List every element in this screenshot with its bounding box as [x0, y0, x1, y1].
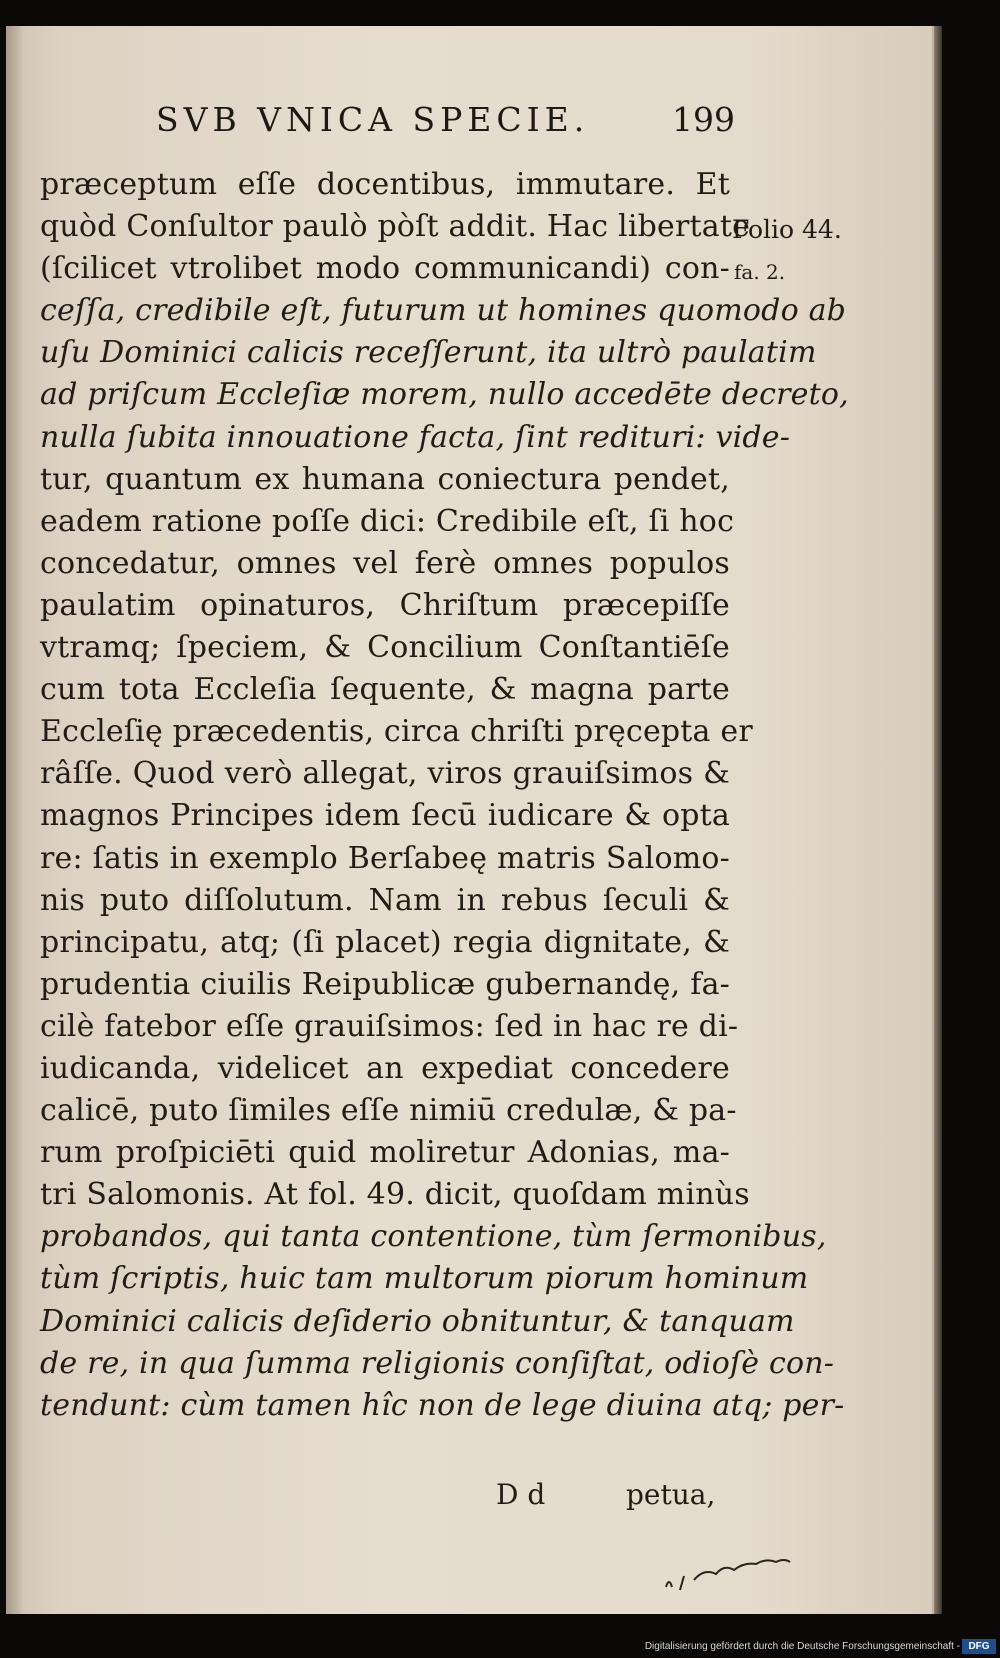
text-line: uſu Dominici calicis receſſerunt, ita ultrò paulatim — [40, 335, 817, 371]
text-line: rum proſpiciēti quid moliretur Adonias, ma- — [40, 1135, 730, 1171]
text-line: iudicanda, videlicet an expediat concedere — [40, 1050, 730, 1086]
text-line: vtramq; ſpeciem, & Concilium Conſtantiēſe — [40, 630, 730, 666]
text-line: prudentia ciuilis Reipublicæ gubernandę, fa- — [40, 966, 730, 1002]
text-line: magnos Principes idem ſecū iudicare & opta — [40, 798, 730, 834]
text-line: concedatur, omnes vel ferè omnes populos — [40, 545, 730, 581]
margin-note-fa: fa. 2. — [734, 260, 786, 284]
text-line: nulla ſubita innouatione facta, ſint redituri: vide- — [40, 419, 791, 455]
book-page — [6, 26, 938, 1614]
dfg-logo: DFG — [962, 1639, 996, 1654]
running-head: SVB VNICA SPECIE. — [156, 100, 590, 139]
page-edge — [934, 26, 942, 1614]
text-line: paulatim opinaturos, Chriſtum præcepiſſe — [40, 587, 730, 623]
text-line: eadem ratione poſſe dici: Credibile eſt, ſi hoc — [40, 503, 735, 539]
text-line: (ſcilicet vtrolibet modo communicandi) con- — [40, 251, 730, 287]
text-line: tendunt: cùm tamen hîc non de lege diuina atq; per- — [40, 1387, 845, 1423]
text-line: râſſe. Quod verò allegat, viros grauiſsimos & — [40, 756, 730, 792]
handwritten-scribble — [646, 1532, 846, 1602]
text-line: tùm ſcriptis, huic tam multorum piorum hominum — [40, 1261, 809, 1297]
text-line: calicē, puto ſimiles eſſe nimiū credulæ, & pa- — [40, 1093, 737, 1129]
text-line: ceſſa, credibile eſt, futurum ut homines quomodo ab — [40, 293, 847, 329]
text-line: de re, in qua ſumma religionis conſiſtat, odioſè con- — [40, 1345, 835, 1381]
text-line: tri Salomonis. At fol. 49. dicit, quoſdam minùs — [40, 1177, 750, 1213]
text-line: probandos, qui tanta contentione, tùm ſermonibus, — [40, 1219, 827, 1255]
page-header — [6, 90, 932, 150]
text-line: re: ſatis in exemplo Berſabeę matris Salomo- — [40, 840, 730, 876]
margin-note-folio: Folio 44. — [732, 215, 842, 244]
page-footer — [496, 1478, 726, 1518]
text-line: tur, quantum ex humana coniectura pendet, — [40, 461, 730, 497]
text-line: nis puto diſſolutum. Nam in rebus ſeculi & — [40, 882, 730, 918]
text-line: principatu, atq; (ſi placet) regia dignitate, & — [40, 924, 730, 960]
text-line: cum tota Eccleſia ſequente, & magna parte — [40, 672, 730, 708]
text-line: ad priſcum Eccleſiæ morem, nullo accedēte decreto, — [40, 377, 849, 413]
text-line: Dominici calicis deſiderio obnituntur, & tanquam — [40, 1303, 795, 1339]
funding-notice: Digitalisierung gefördert durch die Deutsche Forschungsgemeinschaft - — [644, 1641, 960, 1652]
signature-mark: D d — [496, 1478, 546, 1511]
page-number: 199 — [672, 100, 735, 139]
text-line: quòd Conſultor paulò pòſt addit. Hac libertate — [40, 209, 751, 245]
scan-top-border — [0, 0, 1000, 26]
text-line: Eccleſię præcedentis, circa chriſti pręcepta er — [40, 714, 753, 750]
text-line: cilè fatebor eſſe grauiſsimos: ſed in hac re di- — [40, 1008, 739, 1044]
text-line: præceptum eſſe docentibus, immutare. Et — [40, 167, 730, 202]
catchword: petua, — [626, 1478, 716, 1511]
